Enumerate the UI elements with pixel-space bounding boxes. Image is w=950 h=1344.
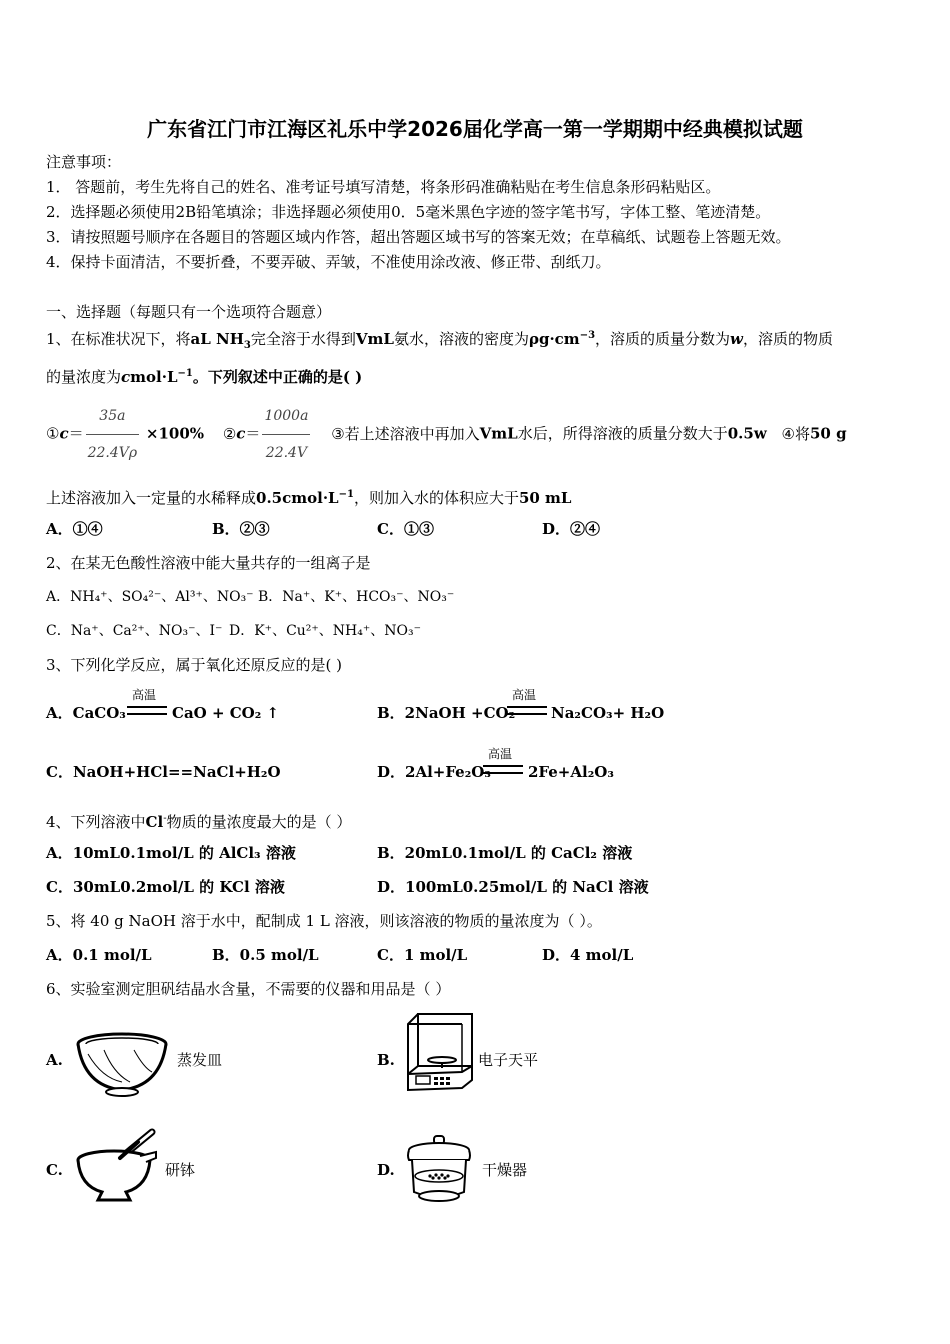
q1-frac-num: 35a — [86, 398, 140, 435]
q4-text: 4、下列溶液中 — [46, 813, 146, 831]
q1-text: −1 — [338, 489, 354, 500]
q4-text: - — [163, 813, 167, 824]
q1-text: 完全溶于水得到 — [250, 330, 356, 348]
q1-statement-4: ④将 — [781, 424, 810, 443]
notice-item-2: 2．选择题必须使用2B铅笔填涂；非选择题必须使用0．5毫米黑色字迹的签字笔书写，字体工整、笔迹清楚。 — [46, 203, 771, 221]
q1-statement-3: ③若上述溶液中再加入 — [331, 424, 480, 443]
page-title: 广东省江门市江海区礼乐中学2026届化学高一第一学期期中经典模拟试题 — [147, 117, 803, 141]
q1-text: ＝ — [245, 424, 261, 443]
electronic-balance-icon — [404, 1010, 476, 1094]
q1-frac-num: 1000a — [262, 398, 310, 435]
q1-option-b[interactable]: B．②③ — [212, 520, 270, 538]
q1-text: 0.5w — [727, 424, 767, 443]
q1-statements — [46, 398, 847, 471]
section-heading: 一、选择题（每题只有一个选项符合题意） — [46, 303, 332, 321]
mortar-pestle-icon — [74, 1126, 158, 1206]
q6-option-b-label[interactable]: B. — [377, 1051, 395, 1069]
q3-option-a-right: CaO + CO₂ ↑ — [172, 704, 280, 722]
q1-text: 。下列叙述中正确的是( ) — [192, 368, 363, 386]
q4-option-d[interactable]: D．100mL0.25mol/L 的 NaCl 溶液 — [377, 878, 649, 896]
q6-option-c-text: 研钵 — [165, 1161, 196, 1179]
q1-statement-1: ① — [46, 424, 60, 443]
q3-option-b-right: Na₂CO₃+ H₂O — [551, 704, 665, 722]
q2-stem: 2、在某无色酸性溶液中能大量共存的一组离子是 — [46, 554, 371, 572]
desiccator-icon — [404, 1132, 474, 1206]
q1-text: ，则加入水的体积应大于 — [353, 489, 519, 507]
q1-text: 3 — [243, 340, 251, 351]
q3-a-equals-sign — [127, 706, 167, 715]
q4-stem — [46, 809, 351, 832]
q6-option-d-label[interactable]: D. — [377, 1161, 395, 1179]
q3-option-d-left[interactable]: D．2Al+Fe₂O₃ — [377, 763, 491, 781]
q1-text: 上述溶液加入一定量的水稀释成 — [46, 489, 257, 507]
q5-option-b[interactable]: B．0.5 mol/L — [212, 946, 319, 964]
q6-option-a-label[interactable]: A. — [46, 1051, 63, 1069]
notice-heading: 注意事项： — [46, 153, 122, 171]
q1-text: 1、在标准状况下，将 — [46, 330, 191, 348]
notice-item-1: 1． 答题前，考生先将自己的姓名、准考证号填写清楚，将条形码准确粘贴在考生信息条形码粘贴区。 — [46, 178, 721, 196]
q3-option-a-left[interactable]: A．CaCO₃ — [46, 704, 126, 722]
q1-option-d[interactable]: D．②④ — [542, 520, 601, 538]
q2-option-b[interactable]: B．Na⁺、K⁺、HCO₃⁻、NO₃⁻ — [258, 589, 455, 605]
notice-item-4: 4．保持卡面清洁，不要折叠，不要弄破、弄皱，不准使用涂改液、修正带、刮纸刀。 — [46, 253, 611, 271]
q4-text: 物质的量浓度最大的是（ ） — [166, 813, 352, 831]
q4-text: Cl — [145, 813, 164, 831]
q1-text: 0.5cmol·L — [256, 489, 339, 507]
q1-option-a[interactable]: A．①④ — [46, 520, 103, 538]
q3-option-b-left[interactable]: B．2NaOH +CO₂ — [377, 704, 516, 722]
q1-stem-line1 — [46, 326, 833, 356]
q1-text: VmL — [355, 330, 394, 348]
q6-option-a-text: 蒸发皿 — [177, 1051, 223, 1069]
q6-stem: 6、实验室测定胆矾结晶水含量，不需要的仪器和用品是（ ） — [46, 980, 451, 998]
q1-text: VmL — [479, 424, 518, 443]
q2-option-d[interactable]: D．K⁺、Cu²⁺、NH₄⁺、NO₃⁻ — [229, 623, 421, 639]
q1-text: ×100% — [145, 424, 205, 443]
q1-text: aL NH — [190, 330, 244, 348]
evaporating-dish-icon — [74, 1028, 170, 1098]
q6-option-c-label[interactable]: C. — [46, 1161, 63, 1179]
q1-option-c[interactable]: C．①③ — [377, 520, 434, 538]
q1-text: −3 — [579, 330, 596, 341]
q4-option-c[interactable]: C．30mL0.2mol/L 的 KCl 溶液 — [46, 878, 285, 896]
q4-option-a[interactable]: A．10mL0.1mol/L 的 AlCl₃ 溶液 — [46, 844, 296, 862]
q1-text: mol·L — [130, 368, 178, 386]
q1-text: −1 — [177, 368, 193, 379]
q1-text: ，溶质的物质 — [742, 330, 833, 348]
q1-fraction-1 — [86, 398, 140, 471]
q4-option-b[interactable]: B．20mL0.1mol/L 的 CaCl₂ 溶液 — [377, 844, 633, 862]
q2-option-c[interactable]: C．Na⁺、Ca²⁺、NO₃⁻、I⁻ — [46, 623, 223, 639]
q1-text: w — [730, 330, 743, 348]
q1-text: ，溶质的质量分数为 — [595, 330, 731, 348]
q5-option-a[interactable]: A．0.1 mol/L — [46, 946, 152, 964]
q1-text: 水后，所得溶液的质量分数大于 — [517, 424, 728, 443]
q1-text: 50 g — [809, 424, 847, 443]
q6-option-b-text: 电子天平 — [478, 1051, 539, 1069]
q3-stem: 3、下列化学反应，属于氧化还原反应的是( ) — [46, 656, 343, 674]
q1-text: 50 mL — [518, 489, 572, 507]
q1-stem-line4 — [46, 485, 571, 508]
q5-option-d[interactable]: D．4 mol/L — [542, 946, 634, 964]
q5-stem: 5、将 40 g NaOH 溶于水中，配制成 1 L 溶液，则该溶液的物质的量浓度为（ ）。 — [46, 912, 602, 930]
notice-item-3: 3．请按照题号顺序在各题目的答题区域内作答，超出答题区域书写的答案无效；在草稿纸、试题卷上答题无效。 — [46, 228, 791, 246]
q1-frac-den: 22.4V — [265, 445, 308, 461]
q1-text: ρg·cm — [528, 330, 580, 348]
q1-text: 氨水，溶液的密度为 — [393, 330, 529, 348]
q3-option-c[interactable]: C．NaOH+HCl==NaCl+H₂O — [46, 763, 281, 781]
q6-option-d-text: 干燥器 — [482, 1161, 528, 1179]
q1-statement-2: ② — [222, 424, 237, 443]
q3-b-equals-sign — [507, 706, 547, 715]
q1-text: 的量浓度为 — [46, 368, 122, 386]
q1-text: c — [236, 424, 246, 443]
q3-d-equals-sign — [483, 765, 523, 774]
q3-b-condition: 高温 — [512, 688, 537, 702]
q2-option-a[interactable]: A．NH₄⁺、SO₄²⁻、Al³⁺、NO₃⁻ — [46, 589, 254, 605]
q3-option-d-right: 2Fe+Al₂O₃ — [528, 763, 614, 781]
q1-frac-den: 22.4Vρ — [87, 445, 138, 461]
q1-text: ＝ — [68, 424, 84, 443]
q1-text: c — [121, 368, 131, 386]
q1-stem-line2 — [46, 364, 362, 387]
q1-fraction-2 — [262, 398, 310, 471]
q1-text: c — [59, 424, 69, 443]
q3-a-condition: 高温 — [132, 688, 157, 702]
q5-option-c[interactable]: C．1 mol/L — [377, 946, 468, 964]
q3-d-condition: 高温 — [488, 747, 513, 761]
